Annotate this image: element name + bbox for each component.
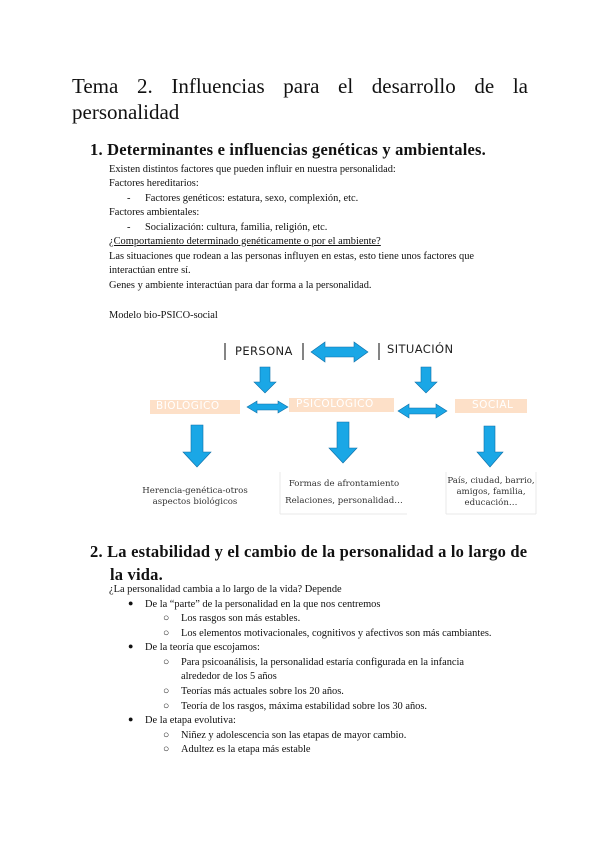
circle-bullet: ○ — [163, 613, 170, 624]
social-text-1: País, ciudad, barrio, — [447, 476, 535, 486]
bullet-2-sub-2: Teorías más actuales sobre los 20 años. — [181, 686, 344, 697]
section-2-question: ¿La personalidad cambia a lo largo de la vida? Depende — [109, 584, 342, 595]
down-arrow-icon — [329, 422, 357, 463]
dash-bullet: - — [127, 193, 131, 204]
bullet-2-sub-1-line-2: alrededor de los 5 años — [181, 671, 277, 682]
social-label: SOCIAL — [472, 399, 514, 411]
psico-text-1: Formas de afrontamiento — [288, 479, 400, 489]
bio-text-2: aspectos biológicos — [152, 497, 238, 507]
section-1-heading: 1. Determinantes e influencias genéticas y ambientales. — [90, 140, 486, 159]
social-text-3: educación… — [464, 498, 518, 508]
circle-bullet: ○ — [163, 686, 170, 697]
dash-bullet: - — [127, 222, 131, 233]
psico-text-2: Relaciones, personalidad… — [285, 496, 403, 506]
bullet-2: De la teoría que escojamos: — [145, 642, 260, 653]
section-2-heading — [90, 540, 530, 586]
circle-bullet: ○ — [163, 744, 170, 755]
bullet-dot: ● — [128, 641, 134, 651]
down-arrow-icon — [254, 367, 276, 393]
circle-bullet: ○ — [163, 701, 170, 712]
bio-text-1: Herencia-genética-otros — [142, 486, 248, 496]
paragraph-line-1: Las situaciones que rodean a las personas influyen en estas, esto tiene unos factores que — [109, 251, 474, 262]
biologico-label: BIOLÓGICO — [156, 400, 220, 412]
down-arrow-icon — [183, 425, 211, 467]
social-panel — [447, 476, 535, 509]
persona-label: PERSONA — [235, 344, 293, 358]
bullet-3-sub-2: Adultez es la etapa más estable — [181, 744, 311, 755]
down-arrow-icon — [415, 367, 437, 393]
circle-bullet: ○ — [163, 730, 170, 741]
biologico-panel — [130, 486, 260, 508]
double-arrow-icon — [247, 401, 288, 413]
bullet-1-sub-1: Los rasgos son más estables. — [181, 613, 301, 624]
social-text-2: amigos, familia, — [456, 487, 526, 497]
situacion-label: SITUACIÓN — [387, 342, 454, 356]
double-arrow-icon — [398, 404, 447, 418]
circle-bullet: ○ — [163, 657, 170, 668]
circle-bullet: ○ — [163, 628, 170, 639]
down-arrow-icon — [477, 426, 503, 467]
section-2-heading-line-2: la vida. — [110, 565, 163, 584]
psicologico-label: PSICOLÓGICO — [296, 398, 374, 410]
page-title: Tema 2. Influencias para el desarrollo de la personalidad — [72, 74, 528, 124]
bullet-dot: ● — [128, 598, 134, 608]
environmental-item: Socialización: cultura, familia, religión, etc. — [145, 222, 328, 233]
psicologico-panel — [282, 476, 406, 510]
paragraph-line-2: interactúan entre sí. — [109, 265, 191, 276]
bullet-dot: ● — [128, 714, 134, 724]
section-2-heading-line-1: 2. La estabilidad y el cambio de la personalidad a lo largo de — [90, 542, 528, 561]
bullet-2-sub-1-line-1: Para psicoanálisis, la personalidad estaría configurada en la infancia — [181, 657, 465, 668]
environmental-label: Factores ambientales: — [109, 207, 200, 218]
genes-line: Genes y ambiente interactúan para dar forma a la personalidad. — [109, 280, 372, 291]
bio-psico-social-diagram — [130, 330, 540, 525]
bullet-3: De la etapa evolutiva: — [145, 715, 236, 726]
hereditary-item: Factores genéticos: estatura, sexo, complexión, etc. — [145, 193, 359, 204]
model-title: Modelo bio-PSICO-social — [109, 310, 218, 321]
hereditary-label: Factores hereditarios: — [109, 178, 199, 189]
bullet-2-sub-3: Teoría de los rasgos, máxima estabilidad sobre los 30 años. — [181, 701, 427, 712]
bullet-1-sub-2: Los elementos motivacionales, cognitivos y afectivos son más cambiantes. — [181, 628, 492, 639]
bullet-1: De la “parte” de la personalidad en la que nos centremos — [145, 599, 381, 610]
question-underlined: ¿Comportamiento determinado genéticamente o por el ambiente? — [109, 236, 381, 247]
double-arrow-icon — [311, 342, 368, 362]
intro-text: Existen distintos factores que pueden influir en nuestra personalidad: — [109, 164, 396, 175]
bullet-3-sub-1: Niñez y adolescencia son las etapas de mayor cambio. — [181, 730, 407, 741]
